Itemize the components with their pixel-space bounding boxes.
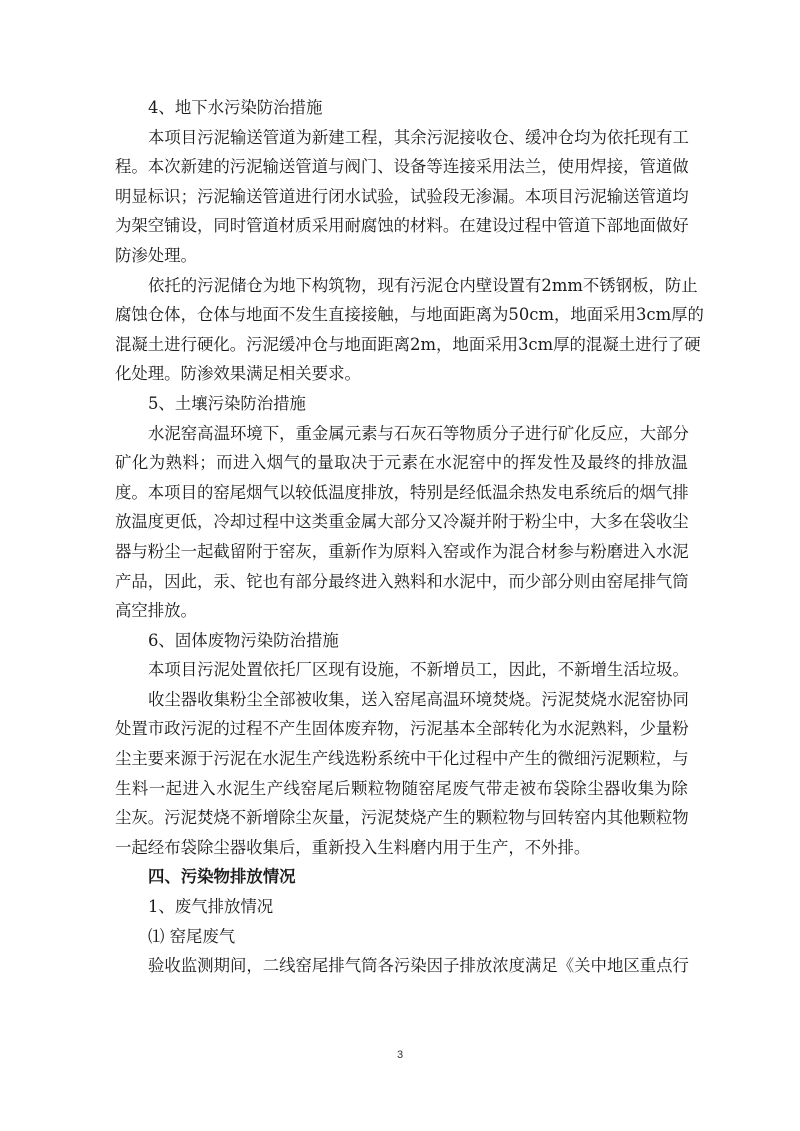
text-line: 尘 灰 。 污 泥 焚 烧 不 新 增 除 尘 灰 量 ， 污 泥 焚 烧 产 生 的 颗 粒 物 与 回 转 窑 内 其 他 颗 粒 物 [115,808,689,828]
text-line: 化处理。防渗效果满足相关要求。 [115,364,361,384]
text-line: 6、固体废物污染防治措施 [148,630,339,650]
text-line: 生 料 一 起 进 入 水 泥 生 产 线 窑 尾 后 颗 粒 物 随 窑 尾 废 气 带 走 被 布 袋 除 尘 器 收 集 为 除 [115,778,688,798]
text-line: 5、土壤污染防治措施 [148,393,306,413]
text-line: 1、废气排放情况 [148,897,274,917]
text-line: 器 与 粉 尘 一 起 截 留 附 于 窑 灰 ， 重 新 作 为 原 料 入 窑 或 作 为 混 合 材 参 与 粉 磨 进 入 水 泥 [115,541,689,561]
text-line: ⑴ 窑尾废气 [148,926,236,946]
text-line: 防渗处理。 [115,245,197,265]
text-line: 处 置 市 政 污 泥 的 过 程 不 产 生 固 体 废 弃 物 ， 污 泥 基 本 全 部 转 化 为 水 泥 熟 料 ， 少 量 粉 [115,719,689,739]
text-line: 高空排放。 [115,601,197,621]
text-line: 本 项 目 污 泥 输 送 管 道 为 新 建 工 程 ， 其 余 污 泥 接 收 仓 、 缓 冲 仓 均 为 依 托 现 有 工 [148,127,689,147]
page-number: 3 [396,1049,404,1061]
section-heading: 四、污染物排放情况 [148,867,296,887]
text-line: 本项目污泥处置依托厂区现有设施，不新增员工，因此，不新增生活垃圾。 [148,660,689,680]
text-line: 程 。 本 次 新 建 的 污 泥 输 送 管 道 与 阀 门 、 设 备 等 连 接 采 用 法 兰 ， 使 用 焊 接 ， 管 道 做 [115,157,689,177]
document-body [115,93,704,981]
text-line: 4、地下水污染防治措施 [148,98,323,117]
text-line: 一起经布袋除尘器收集后，重新投入生料磨内用于生产，不外排。 [115,837,591,857]
text-line: 矿 化 为 熟 料 ； 而 进 入 烟 气 的 量 取 决 于 元 素 在 水 泥 窑 中 的 挥 发 性 及 最 终 的 排 放 温 [115,453,688,473]
text-line: 验 收 监 测 期 间 ， 二 线 窑 尾 排 气 筒 各 污 染 因 子 排 放 浓 度 满 足 《 关 中 地 区 重 点 行 [148,956,689,976]
text-line: 收 尘 器 收 集 粉 尘 全 部 被 收 集 ， 送 入 窑 尾 高 温 环 境 焚 烧 。 污 泥 焚 烧 水 泥 窑 协 同 [148,689,689,709]
text-line: 明 显 标 识 ； 污 泥 输 送 管 道 进 行 闭 水 试 验 ， 试 验 段 无 渗 漏 。 本 项 目 污 泥 输 送 管 道 均 [115,186,689,206]
text-line: 腐 蚀 仓 体 ， 仓 体 与 地 面 不 发 生 直 接 接 触 ， 与 地 面 距 离 为 5 0 c m ， 地 面 采 用 3 c m 厚 的 [115,305,704,325]
text-line: 放 温 度 更 低 ， 冷 却 过 程 中 这 类 重 金 属 大 部 分 又 冷 凝 并 附 于 粉 尘 中 ， 大 多 在 袋 收 尘 [115,512,689,532]
text-line: 尘 主 要 来 源 于 污 泥 在 水 泥 生 产 线 选 粉 系 统 中 干 化 过 程 中 产 生 的 微 细 污 泥 颗 粒 ， 与 [115,749,689,769]
text-line: 水 泥 窑 高 温 环 境 下 ， 重 金 属 元 素 与 石 灰 石 等 物 质 分 子 进 行 矿 化 反 应 ， 大 部 分 [148,423,689,443]
text-line: 产 品 ， 因 此 ， 汞 、 铊 也 有 部 分 最 终 进 入 熟 料 和 水 泥 中 ， 而 少 部 分 则 由 窑 尾 排 气 筒 [115,571,689,591]
text-line: 为 架 空 铺 设 ， 同 时 管 道 材 质 采 用 耐 腐 蚀 的 材 料 。 在 建 设 过 程 中 管 道 下 部 地 面 做 好 [115,216,689,236]
text-line: 依 托 的 污 泥 储 仓 为 地 下 构 筑 物 ， 现 有 污 泥 仓 内 壁 设 置 有 2 m m 不 锈 钢 板 ， 防 止 [148,275,698,295]
text-line: 混 凝 土 进 行 硬 化 。 污 泥 缓 冲 仓 与 地 面 距 离 2 m ， 地 面 采 用 3 c m 厚 的 混 凝 土 进 行 了 硬 [115,334,701,354]
text-line: 度 。 本 项 目 的 窑 尾 烟 气 以 较 低 温 度 排 放 ， 特 别 是 经 低 温 余 热 发 电 系 统 后 的 烟 气 排 [115,482,689,502]
